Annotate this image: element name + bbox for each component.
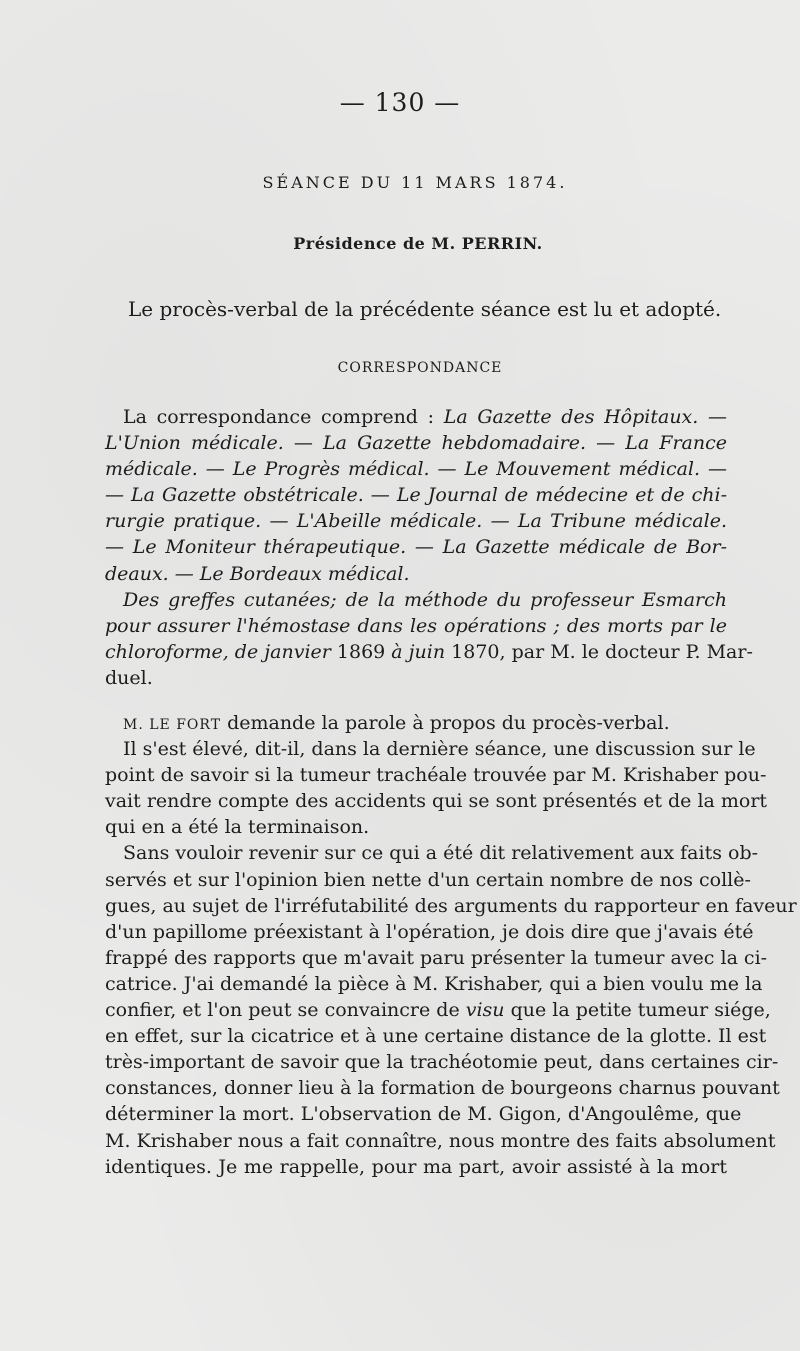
correspondence-line: L'Union médicale. — La Gazette hebdomadaire. — La France [105,432,727,455]
lefort-line: confier, et l'on peut se convaincre de visu que la petite tumeur siége, [105,999,771,1022]
correspondence-line: rurgie pratique. — L'Abeille médicale. — La Tribune médicale. [105,510,727,533]
presidency-line: Présidence de M. PERRIN. [293,234,543,253]
lefort-line: Sans vouloir revenir sur ce qui a été dit relativement aux faits ob- [123,842,759,865]
correspondence-line: Des greffes cutanées; de la méthode du professeur Esmarch [123,588,727,611]
correspondence-paragraph [105,404,753,691]
correspondence-line: La correspondance comprend : La Gazette des Hôpitaux. — [123,406,727,428]
correspondence-heading: CORRESPONDANCE [337,360,503,376]
lefort-line: Il s'est élevé, dit-il, dans la dernière séance, une discussion sur le [123,738,756,761]
lefort-line: d'un papillome préexistant à l'opération, je dois dire que j'avais été [105,920,754,943]
correspondence-line: duel. [105,666,153,689]
session-title: SÉANCE DU 11 MARS 1874. [262,173,568,192]
lefort-line: qui en a été la terminaison. [105,816,370,839]
minutes-adopted-text: Le procès-verbal de la précédente séance est lu et adopté. [128,297,722,321]
correspondence-line: — Le Moniteur thérapeutique. — La Gazette médicale de Bor- [105,536,727,559]
correspondence-line: — La Gazette obstétricale. — Le Journal de médecine et de chi- [105,484,727,507]
page-number: — 130 — [339,88,461,117]
correspondence-line: deaux. — Le Bordeaux médical. [105,562,410,585]
lefort-line: vait rendre compte des accidents qui se sont présentés et de la mort [105,790,768,813]
correspondence-line: pour assurer l'hémostase dans les opérations ; des morts par le [105,614,727,637]
lefort-line: gues, au sujet de l'irréfutabilité des arguments du rapporteur en faveur [105,894,797,917]
lefort-line: servés et sur l'opinion bien nette d'un certain nombre de nos collè- [105,868,751,891]
lefort-paragraph [105,710,797,1180]
lefort-line: très-important de savoir que la trachéotomie peut, dans certaines cir- [105,1051,779,1074]
correspondence-line: chloroforme, de janvier 1869 à juin 1870, par M. le docteur P. Mar- [105,640,753,663]
lefort-line: M. Krishaber nous a fait connaître, nous montre des faits absolument [105,1129,776,1152]
lefort-line: déterminer la mort. L'observation de M. Gigon, d'Angoulême, que [105,1103,742,1126]
lefort-line: en effet, sur la cicatrice et à une certaine distance de la glotte. Il est [105,1025,767,1048]
lefort-line: constances, donner lieu à la formation de bourgeons charnus pouvant [105,1077,780,1100]
lefort-line: point de savoir si la tumeur trachéale trouvée par M. Krishaber pou- [105,764,767,787]
lefort-line: frappé des rapports que m'avait paru présenter la tumeur avec la ci- [105,946,768,969]
correspondence-line: médicale. — Le Progrès médical. — Le Mouvement médical. — [105,458,727,481]
lefort-line: identiques. Je me rappelle, pour ma part, avoir assisté à la mort [105,1155,727,1178]
lefort-line: M. LE FORT demande la parole à propos du procès-verbal. [123,712,670,734]
lefort-line: catrice. J'ai demandé la pièce à M. Krishaber, qui a bien voulu me la [105,972,763,995]
